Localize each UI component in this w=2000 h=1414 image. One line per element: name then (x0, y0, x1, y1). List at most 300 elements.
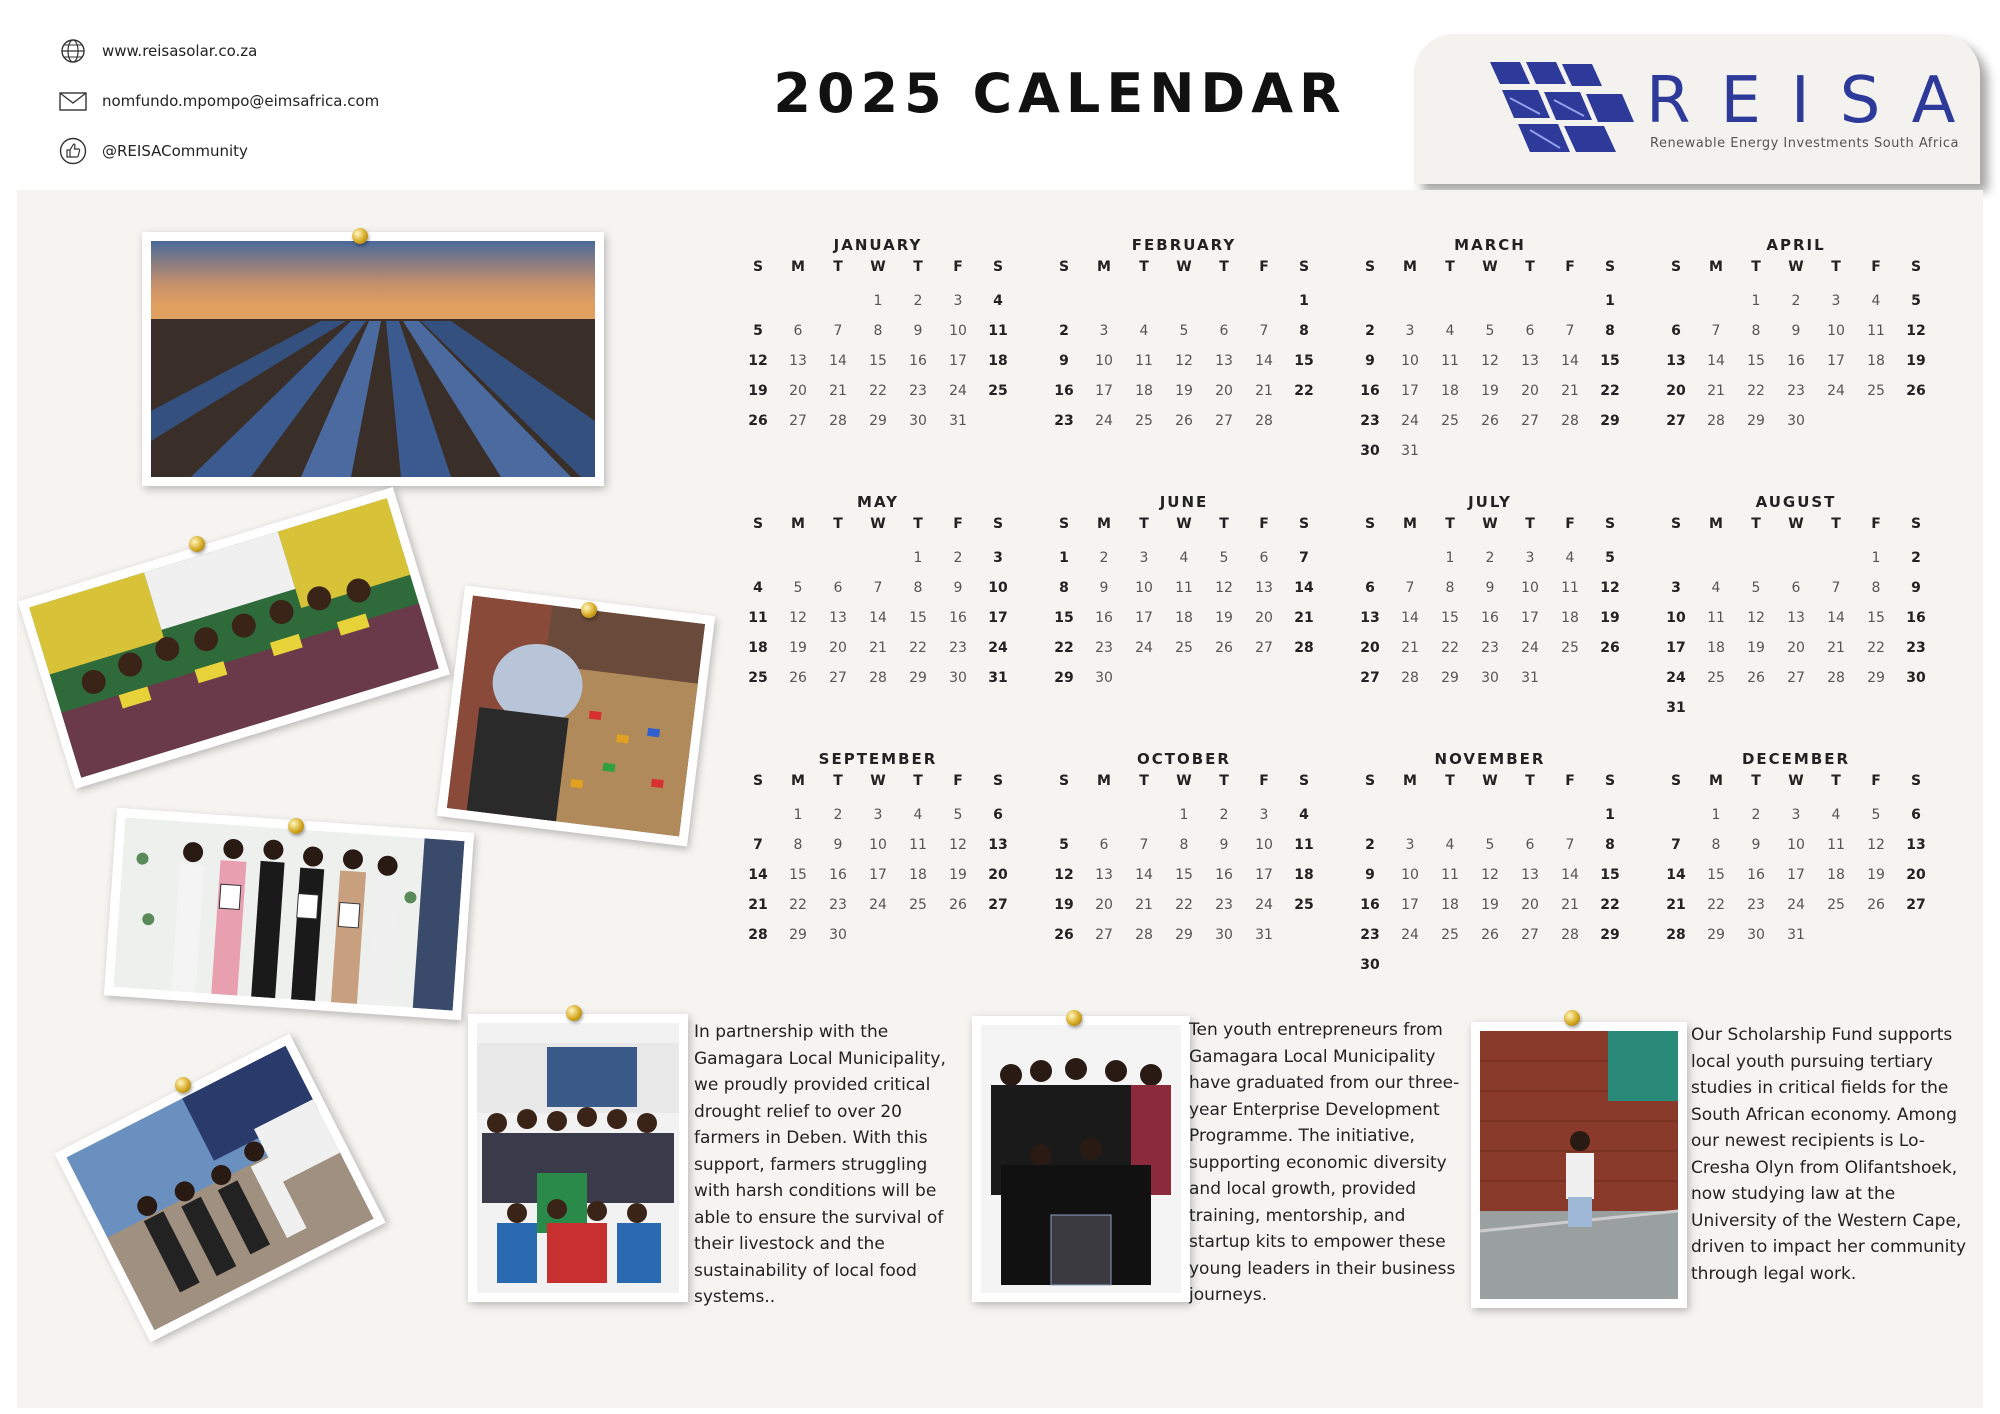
weekday-header: T (1445, 516, 1455, 532)
day-cell: 20 (1521, 897, 1539, 913)
day-cell: 1 (913, 550, 923, 566)
day-cell: 22 (1707, 897, 1725, 913)
day-cell: 15 (1707, 867, 1725, 883)
day-cell: 2 (1911, 550, 1921, 566)
day-cell: 30 (1481, 670, 1499, 686)
empty-day-cell (778, 286, 818, 316)
day-cell: 19 (748, 383, 768, 399)
story-scholarship: Our Scholarship Fund supports local youth pursuing tertiary studies in critical fields for the South African economy. Among our newest recipients is Lo-Cresha Olyn from Olifantshoek, now studying law at the University of the Western Cape, driven to impact her community through legal work. (1691, 1025, 1967, 1284)
day-cell: 2 (1365, 323, 1375, 339)
day-cell: 9 (1485, 580, 1495, 596)
day-cell: 11 (1294, 837, 1314, 853)
day-cell: 27 (1906, 897, 1926, 913)
day-cell: 21 (829, 383, 847, 399)
day-cell: 21 (1707, 383, 1725, 399)
weekday-header: S (1910, 259, 1922, 275)
day-cell: 20 (1215, 383, 1233, 399)
weekday-header: T (1525, 773, 1535, 789)
weekday-header: W (870, 516, 886, 532)
weekday-header: W (1788, 516, 1804, 532)
day-cell: 7 (1565, 837, 1575, 853)
day-cell: 31 (1401, 443, 1419, 459)
day-cell: 11 (1561, 580, 1579, 596)
day-cell: 16 (949, 610, 967, 626)
empty-day-cell (858, 543, 898, 573)
weekday-header: S (1058, 259, 1070, 275)
empty-day-cell (1656, 286, 1696, 316)
day-cell: 30 (1360, 443, 1380, 459)
day-cell: 5 (1219, 550, 1229, 566)
month-name: DECEMBER (1741, 750, 1851, 768)
contact-website[interactable] (58, 36, 257, 66)
weekday-header: S (1604, 259, 1616, 275)
day-cell: 25 (1294, 897, 1314, 913)
day-cell: 11 (1441, 867, 1459, 883)
weekday-header: S (992, 259, 1004, 275)
day-cell: 21 (1255, 383, 1273, 399)
day-cell: 8 (1711, 837, 1721, 853)
day-cell: 3 (1671, 580, 1681, 596)
website-text[interactable]: www.reisasolar.co.za (102, 42, 258, 60)
month-days-grid (1044, 513, 1324, 693)
weekday-header: W (1788, 259, 1804, 275)
day-cell: 10 (869, 837, 887, 853)
weekday-header: T (833, 773, 843, 789)
day-cell: 1 (793, 807, 803, 823)
month-days-grid (1656, 770, 1936, 950)
day-cell: 7 (1565, 323, 1575, 339)
month-october (1044, 750, 1324, 950)
weekday-header: S (1670, 516, 1682, 532)
empty-day-cell (1204, 286, 1244, 316)
day-cell: 20 (1360, 640, 1380, 656)
day-cell: 18 (748, 640, 768, 656)
day-cell: 13 (1521, 353, 1539, 369)
day-cell: 8 (873, 323, 883, 339)
day-cell: 13 (1255, 580, 1273, 596)
day-cell: 13 (829, 610, 847, 626)
day-cell: 30 (1787, 413, 1805, 429)
day-cell: 6 (1791, 580, 1801, 596)
weekday-header: W (1482, 516, 1498, 532)
weekday-header: T (1139, 516, 1149, 532)
day-cell: 11 (1867, 323, 1885, 339)
day-cell: 12 (789, 610, 807, 626)
contact-social[interactable] (58, 136, 248, 166)
day-cell: 14 (1666, 867, 1686, 883)
weekday-header: W (870, 259, 886, 275)
certificates-image (113, 817, 464, 1010)
day-cell: 3 (1099, 323, 1109, 339)
empty-day-cell (1044, 800, 1084, 830)
thumbs-up-icon (58, 136, 88, 166)
pin-icon (288, 818, 304, 834)
solar-farm-image (151, 241, 595, 477)
day-cell: 7 (833, 323, 843, 339)
day-cell: 30 (1906, 670, 1926, 686)
day-cell: 14 (1255, 353, 1273, 369)
day-cell: 16 (1360, 897, 1380, 913)
day-cell: 10 (949, 323, 967, 339)
day-cell: 9 (1099, 580, 1109, 596)
day-cell: 4 (1831, 807, 1841, 823)
day-cell: 26 (1600, 640, 1620, 656)
day-cell: 24 (1787, 897, 1805, 913)
day-cell: 18 (1561, 610, 1579, 626)
day-cell: 5 (1059, 837, 1069, 853)
day-cell: 12 (1747, 610, 1765, 626)
empty-day-cell (1084, 286, 1124, 316)
day-cell: 10 (1255, 837, 1273, 853)
weekday-header: S (752, 773, 764, 789)
empty-day-cell (1550, 800, 1590, 830)
day-cell: 5 (953, 807, 963, 823)
day-cell: 8 (793, 837, 803, 853)
day-cell: 24 (988, 640, 1008, 656)
weekday-header: M (791, 773, 805, 789)
day-cell: 17 (1401, 897, 1419, 913)
day-cell: 20 (1906, 867, 1926, 883)
day-cell: 12 (1175, 353, 1193, 369)
day-cell: 17 (1401, 383, 1419, 399)
day-cell: 11 (988, 323, 1008, 339)
day-cell: 15 (1054, 610, 1074, 626)
pin-icon (1564, 1010, 1580, 1026)
weekday-header: T (1831, 773, 1841, 789)
weekday-header: F (1871, 516, 1881, 532)
day-cell: 15 (869, 353, 887, 369)
day-cell: 22 (869, 383, 887, 399)
day-cell: 21 (869, 640, 887, 656)
day-cell: 30 (909, 413, 927, 429)
weekday-header: S (1298, 516, 1310, 532)
day-cell: 25 (1707, 670, 1725, 686)
weekday-header: M (1097, 516, 1111, 532)
day-cell: 29 (1867, 670, 1885, 686)
day-cell: 28 (1561, 927, 1579, 943)
day-cell: 30 (1360, 957, 1380, 973)
day-cell: 18 (1827, 867, 1845, 883)
day-cell: 11 (748, 610, 768, 626)
day-cell: 7 (1299, 550, 1309, 566)
day-cell: 26 (1906, 383, 1926, 399)
day-cell: 4 (913, 807, 923, 823)
day-cell: 1 (1179, 807, 1189, 823)
day-cell: 13 (1215, 353, 1233, 369)
social-text[interactable]: @REISACommunity (102, 142, 248, 160)
day-cell: 11 (1175, 580, 1193, 596)
empty-day-cell (1044, 286, 1084, 316)
month-name: NOVEMBER (1434, 750, 1546, 768)
day-cell: 31 (988, 670, 1008, 686)
day-cell: 29 (1747, 413, 1765, 429)
day-cell: 24 (1521, 640, 1539, 656)
day-cell: 15 (1867, 610, 1885, 626)
day-cell: 18 (1441, 897, 1459, 913)
weekday-header: S (1910, 773, 1922, 789)
day-cell: 5 (753, 323, 763, 339)
day-cell: 17 (1255, 867, 1273, 883)
logo-subtitle: Renewable Energy Investments South Africa (1650, 136, 1959, 151)
day-cell: 22 (789, 897, 807, 913)
day-cell: 17 (1521, 610, 1539, 626)
day-cell: 6 (1911, 807, 1921, 823)
month-days-grid (1656, 513, 1936, 723)
weekday-header: M (791, 259, 805, 275)
empty-day-cell (1776, 543, 1816, 573)
day-cell: 4 (1299, 807, 1309, 823)
day-cell: 3 (1405, 323, 1415, 339)
weekday-header: S (1364, 259, 1376, 275)
month-february (1044, 236, 1324, 436)
weekday-header: T (913, 773, 923, 789)
day-cell: 6 (1099, 837, 1109, 853)
day-cell: 10 (1787, 837, 1805, 853)
day-cell: 17 (1827, 353, 1845, 369)
empty-day-cell (1124, 286, 1164, 316)
month-name: AUGUST (1755, 493, 1837, 511)
day-cell: 24 (1401, 927, 1419, 943)
day-cell: 5 (1751, 580, 1761, 596)
day-cell: 8 (1751, 323, 1761, 339)
day-cell: 2 (833, 807, 843, 823)
day-cell: 10 (1401, 867, 1419, 883)
weekday-header: S (1604, 773, 1616, 789)
month-july (1350, 493, 1630, 693)
day-cell: 23 (1481, 640, 1499, 656)
month-september (738, 750, 1018, 950)
child-lego-image (447, 596, 705, 837)
email-text[interactable]: nomfundo.mpompo@eimsafrica.com (102, 92, 380, 110)
empty-day-cell (1350, 286, 1390, 316)
day-cell: 28 (748, 927, 768, 943)
day-cell: 4 (1445, 837, 1455, 853)
day-cell: 20 (829, 640, 847, 656)
empty-day-cell (738, 800, 778, 830)
day-cell: 21 (1401, 640, 1419, 656)
day-cell: 9 (1059, 353, 1069, 369)
empty-day-cell (1124, 800, 1164, 830)
pin-icon (189, 536, 205, 552)
day-cell: 18 (1294, 867, 1314, 883)
day-cell: 25 (1175, 640, 1193, 656)
day-cell: 16 (1215, 867, 1233, 883)
day-cell: 9 (1751, 837, 1761, 853)
day-cell: 11 (909, 837, 927, 853)
month-august (1656, 493, 1936, 723)
weekday-header: M (1403, 259, 1417, 275)
day-cell: 29 (1175, 927, 1193, 943)
day-cell: 13 (1521, 867, 1539, 883)
day-cell: 1 (1871, 550, 1881, 566)
day-cell: 3 (953, 293, 963, 309)
day-cell: 21 (1666, 897, 1686, 913)
day-cell: 20 (1666, 383, 1686, 399)
day-cell: 12 (1481, 353, 1499, 369)
empty-day-cell (1816, 543, 1856, 573)
day-cell: 18 (1867, 353, 1885, 369)
empty-day-cell (1390, 800, 1430, 830)
day-cell: 12 (949, 837, 967, 853)
day-cell: 19 (1600, 610, 1620, 626)
day-cell: 23 (1054, 413, 1074, 429)
day-cell: 28 (869, 670, 887, 686)
day-cell: 28 (1561, 413, 1579, 429)
day-cell: 3 (993, 550, 1003, 566)
day-cell: 19 (949, 867, 967, 883)
day-cell: 15 (1441, 610, 1459, 626)
empty-day-cell (1736, 543, 1776, 573)
month-days-grid (1656, 256, 1936, 436)
weekday-header: F (1871, 773, 1881, 789)
day-cell: 27 (1666, 413, 1686, 429)
photo-graduates (972, 1016, 1190, 1302)
day-cell: 17 (1135, 610, 1153, 626)
weekday-header: W (1176, 516, 1192, 532)
day-cell: 3 (1791, 807, 1801, 823)
day-cell: 26 (1215, 640, 1233, 656)
day-cell: 28 (1255, 413, 1273, 429)
day-cell: 31 (1666, 700, 1686, 716)
weekday-header: F (1871, 259, 1881, 275)
month-name: SEPTEMBER (818, 750, 938, 768)
month-name: JANUARY (833, 236, 923, 254)
day-cell: 22 (1747, 383, 1765, 399)
day-cell: 24 (1827, 383, 1845, 399)
day-cell: 1 (1445, 550, 1455, 566)
weekday-header: F (1259, 259, 1269, 275)
day-cell: 7 (753, 837, 763, 853)
day-cell: 23 (1360, 927, 1380, 943)
day-cell: 5 (1485, 837, 1495, 853)
weekday-header: T (1831, 516, 1841, 532)
day-cell: 21 (1135, 897, 1153, 913)
day-cell: 5 (1605, 550, 1615, 566)
day-cell: 20 (1095, 897, 1113, 913)
day-cell: 7 (1139, 837, 1149, 853)
weekday-header: W (1176, 259, 1192, 275)
month-name: JULY (1468, 493, 1512, 511)
day-cell: 6 (1525, 837, 1535, 853)
day-cell: 30 (1215, 927, 1233, 943)
day-cell: 6 (793, 323, 803, 339)
day-cell: 28 (1707, 413, 1725, 429)
day-cell: 24 (1401, 413, 1419, 429)
day-cell: 16 (1054, 383, 1074, 399)
day-cell: 27 (1360, 670, 1380, 686)
day-cell: 27 (789, 413, 807, 429)
day-cell: 28 (1827, 670, 1845, 686)
day-cell: 22 (1441, 640, 1459, 656)
day-cell: 18 (909, 867, 927, 883)
day-cell: 20 (988, 867, 1008, 883)
day-cell: 9 (953, 580, 963, 596)
empty-day-cell (1550, 286, 1590, 316)
day-cell: 10 (1666, 610, 1686, 626)
day-cell: 24 (1135, 640, 1153, 656)
month-november (1350, 750, 1630, 980)
month-days-grid (1350, 513, 1630, 693)
day-cell: 17 (949, 353, 967, 369)
photo-child-lego (437, 586, 715, 847)
weekday-header: S (1604, 516, 1616, 532)
weekday-header: T (1751, 516, 1761, 532)
day-cell: 2 (953, 550, 963, 566)
month-june (1044, 493, 1324, 693)
weekday-header: M (1403, 773, 1417, 789)
day-cell: 27 (1521, 413, 1539, 429)
day-cell: 16 (1747, 867, 1765, 883)
day-cell: 25 (1441, 927, 1459, 943)
weekday-header: S (1364, 773, 1376, 789)
day-cell: 27 (1255, 640, 1273, 656)
day-cell: 16 (1095, 610, 1113, 626)
farmers-image (477, 1023, 679, 1293)
day-cell: 9 (913, 323, 923, 339)
weekday-header: T (1525, 259, 1535, 275)
month-april (1656, 236, 1936, 436)
weekday-header: M (1097, 773, 1111, 789)
weekday-header: S (992, 773, 1004, 789)
day-cell: 11 (1707, 610, 1725, 626)
day-cell: 2 (913, 293, 923, 309)
day-cell: 14 (748, 867, 768, 883)
day-cell: 21 (1561, 897, 1579, 913)
day-cell: 3 (1405, 837, 1415, 853)
day-cell: 16 (1906, 610, 1926, 626)
month-name: APRIL (1766, 236, 1826, 254)
day-cell: 18 (988, 353, 1008, 369)
day-cell: 10 (1521, 580, 1539, 596)
day-cell: 22 (1294, 383, 1314, 399)
day-cell: 13 (1787, 610, 1805, 626)
day-cell: 2 (1791, 293, 1801, 309)
day-cell: 26 (748, 413, 768, 429)
day-cell: 6 (1365, 580, 1375, 596)
empty-day-cell (1510, 800, 1550, 830)
day-cell: 7 (1259, 323, 1269, 339)
empty-day-cell (1656, 800, 1696, 830)
month-days-grid (1350, 256, 1630, 466)
day-cell: 3 (1259, 807, 1269, 823)
weekday-header: M (1097, 259, 1111, 275)
day-cell: 29 (869, 413, 887, 429)
empty-day-cell (1244, 286, 1284, 316)
day-cell: 21 (1827, 640, 1845, 656)
empty-day-cell (738, 286, 778, 316)
day-cell: 29 (1707, 927, 1725, 943)
day-cell: 20 (1521, 383, 1539, 399)
day-cell: 3 (873, 807, 883, 823)
weekday-header: T (1219, 773, 1229, 789)
day-cell: 19 (1175, 383, 1193, 399)
day-cell: 7 (873, 580, 883, 596)
day-cell: 19 (1481, 897, 1499, 913)
day-cell: 30 (949, 670, 967, 686)
day-cell: 12 (1054, 867, 1074, 883)
day-cell: 22 (1600, 383, 1620, 399)
day-cell: 8 (913, 580, 923, 596)
contact-email[interactable] (58, 86, 379, 116)
day-cell: 26 (1867, 897, 1885, 913)
day-cell: 31 (1255, 927, 1273, 943)
pin-icon (581, 602, 597, 618)
day-cell: 23 (829, 897, 847, 913)
weekday-header: F (1259, 516, 1269, 532)
day-cell: 1 (1751, 293, 1761, 309)
day-cell: 9 (1791, 323, 1801, 339)
day-cell: 24 (1095, 413, 1113, 429)
